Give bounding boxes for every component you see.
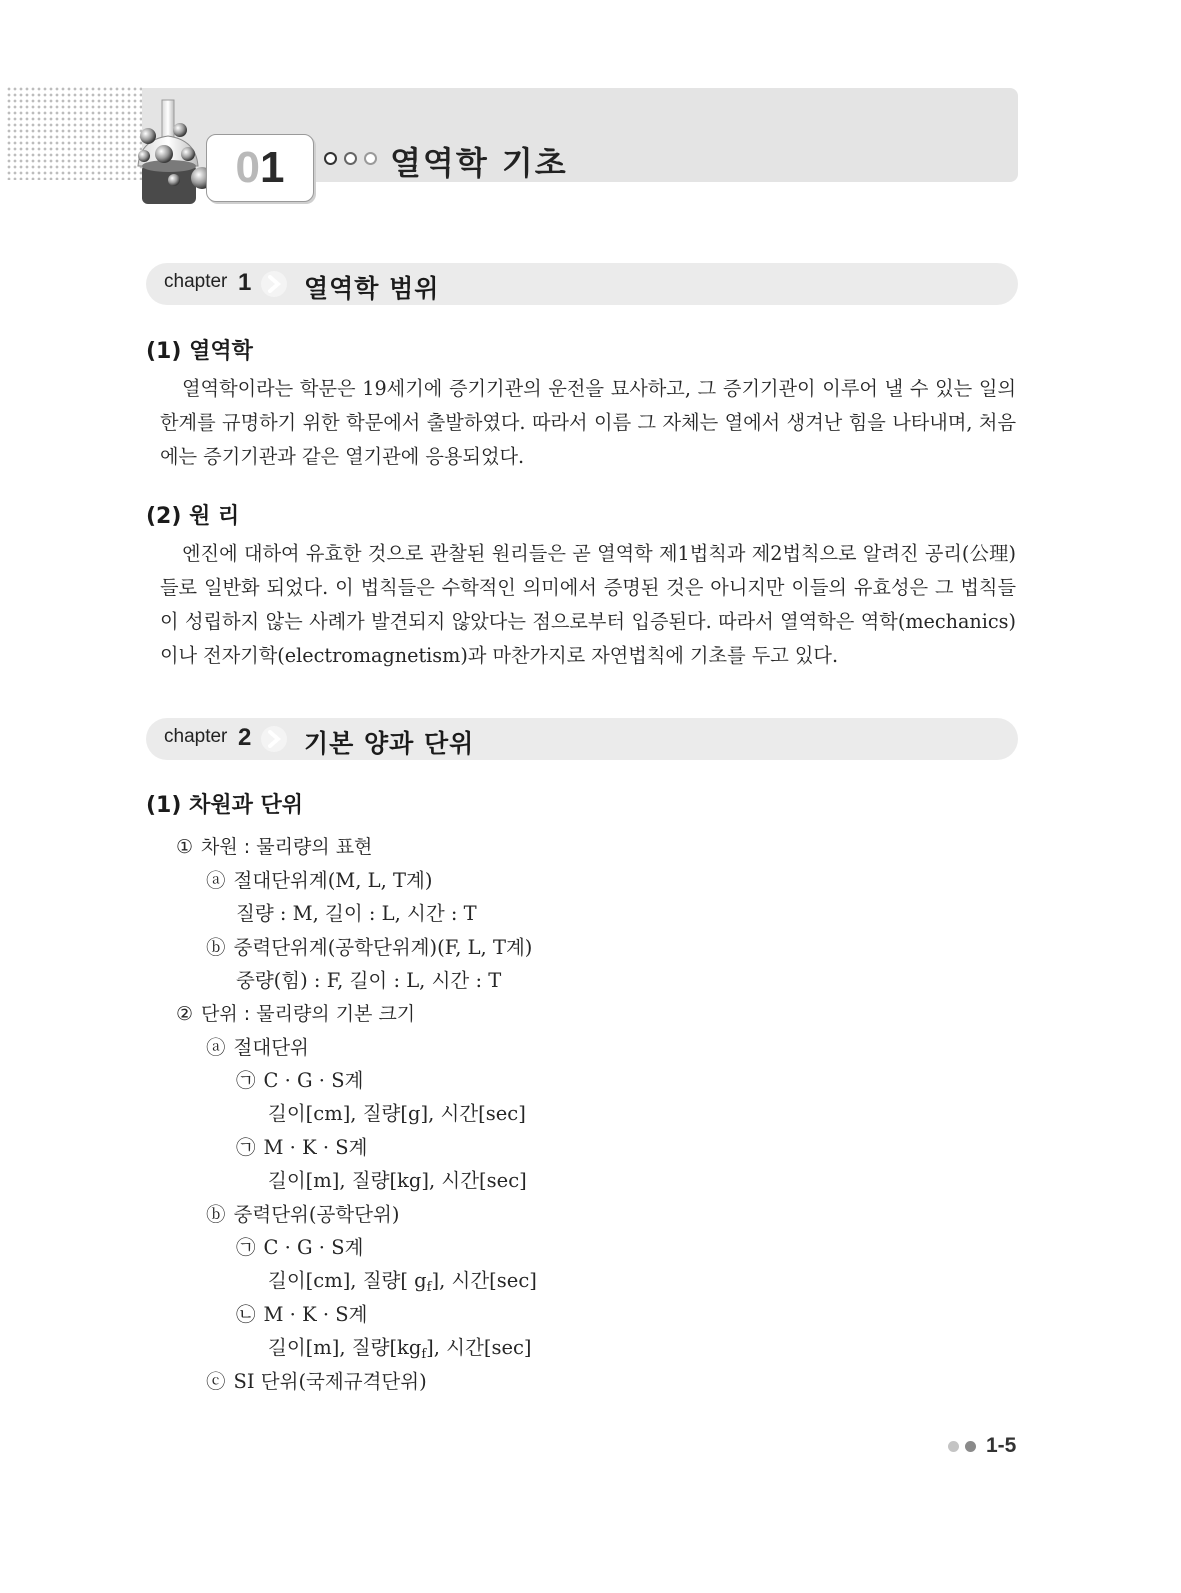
page-footer — [948, 1434, 1016, 1458]
chapter-1-bar — [146, 263, 1018, 305]
list-item-detail: 질량 : M, 길이 : L, 시간 : T — [236, 902, 477, 925]
list-item: ㉠ C · G · S계 — [236, 1236, 364, 1259]
list-item: ⓑ 중력단위(공학단위) — [206, 1203, 400, 1226]
section-heading: (2) 원 리 — [146, 504, 240, 529]
list-item-detail: 길이[cm], 질량[g], 시간[sec] — [268, 1102, 526, 1125]
list-item: ㉡ M · K · S계 — [236, 1303, 368, 1326]
header-dot-pattern — [6, 86, 142, 180]
list-item: ⓐ 절대단위 — [206, 1036, 309, 1059]
list-item: ㉠ M · K · S계 — [236, 1136, 368, 1159]
footer-dot-icon — [965, 1441, 976, 1452]
chapter-number-main: 1 — [260, 143, 285, 192]
chapter-number-lead: 0 — [235, 143, 260, 192]
list-item: ㉠ C · G · S계 — [236, 1069, 364, 1092]
chapter-number-box — [206, 134, 314, 202]
chevron-right-icon — [260, 725, 288, 753]
section-heading: (1) 열역학 — [146, 339, 253, 364]
list-item-detail: 길이[cm], 질량[ $g_f$], 시간[sec] — [268, 1269, 537, 1295]
chapter-title: 열역학 범위 — [304, 274, 440, 303]
list-item-detail: 중량(힘) : F, 길이 : L, 시간 : T — [236, 969, 502, 992]
list-item: ⓑ 중력단위계(공학단위계)(F, L, T계) — [206, 936, 533, 959]
chapter-number: 1 — [238, 269, 252, 296]
chapter-2-bar — [146, 718, 1018, 760]
flask-molecule-icon — [128, 96, 218, 208]
chapter-label: chapter — [164, 271, 228, 292]
list-item: ⓒ SI 단위(국제규격단위) — [206, 1370, 427, 1393]
title-bullet-dots — [324, 152, 377, 165]
chevron-right-icon — [260, 270, 288, 298]
page-title: 열역학 기초 — [390, 144, 568, 182]
paragraph: 열역학이라는 학문은 19세기에 증기기관의 운전을 묘사하고, 그 증기기관이 이루어 낼 수 있는 일의 한계를 규명하기 위한 학문에서 출발하였다. 따라서 이름 그 자체는 열에서 생겨난 힘을 나타내며, 처음에는 증기기관과 같은 열기관에 응용되었다. — [160, 377, 1016, 468]
section-heading: (1) 차원과 단위 — [146, 793, 303, 818]
list-item-detail: 길이[m], 질량[kg], 시간[sec] — [268, 1169, 527, 1192]
chapter-label: chapter — [164, 726, 228, 747]
chapter-title: 기본 양과 단위 — [304, 729, 475, 758]
page-number: 1-5 — [986, 1434, 1017, 1457]
list-item: ② 단위 : 물리량의 기본 크기 — [176, 1003, 416, 1025]
list-item: ① 차원 : 물리량의 표현 — [176, 836, 373, 858]
list-item: ⓐ 절대단위계(M, L, T계) — [206, 869, 433, 892]
chapter-number: 2 — [238, 724, 252, 751]
footer-dot-icon — [948, 1441, 959, 1452]
list-item-detail: 길이[m], 질량$[kg_f]$, 시간[sec] — [268, 1336, 532, 1362]
paragraph: 엔진에 대하여 유효한 것으로 관찰된 원리들은 곧 열역학 제1법칙과 제2법칙으로 알려진 공리(公理)들로 일반화 되었다. 이 법칙들은 수학적인 의미에서 증명된 것은 아니지만 이들의 유효성은 그 법칙들이 성립하지 않는 사례가 발견되지 않았다는 점으로부터 입증된다. 따라서 열역학은 역학(mechanics)이나 전자기학(electromagnetism)과 마찬가지로 자연법칙에 기초를 두고 있다. — [160, 542, 1016, 667]
